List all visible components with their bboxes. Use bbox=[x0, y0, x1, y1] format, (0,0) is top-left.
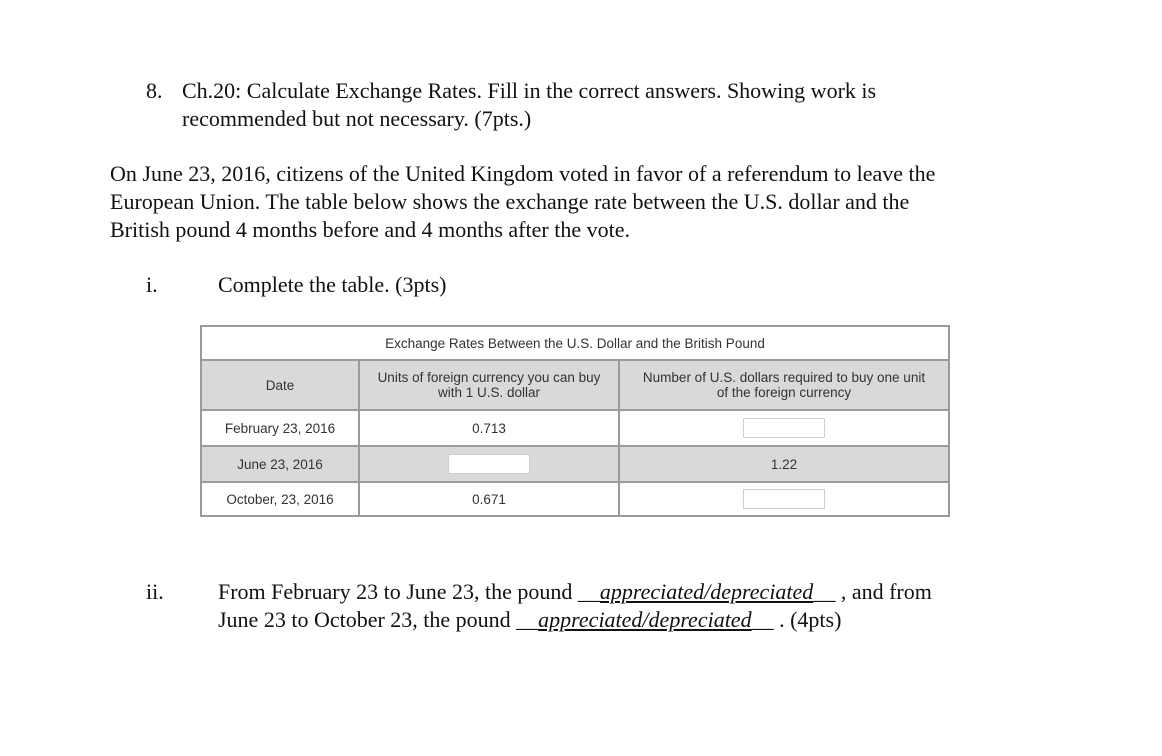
table-caption-row bbox=[202, 327, 948, 359]
header-units bbox=[360, 361, 618, 409]
blank-1-post: __ bbox=[813, 579, 836, 604]
row-dollars-cell bbox=[620, 483, 948, 515]
row-dollars-cell bbox=[620, 411, 948, 445]
exchange-rate-table bbox=[200, 325, 950, 517]
blank-1-pre: __ bbox=[577, 579, 600, 604]
part-ii-line-2 bbox=[218, 606, 1118, 634]
part-ii-line-2-end: . (4pts) bbox=[773, 607, 842, 632]
intro-paragraph bbox=[110, 160, 1050, 244]
header-dollars-line-1: Number of U.S. dollars required to buy one unit bbox=[642, 370, 926, 385]
intro-line-3: British pound 4 months before and 4 months after the vote. bbox=[110, 217, 630, 242]
answer-input-units-june[interactable] bbox=[448, 454, 530, 474]
row-date: October, 23, 2016 bbox=[226, 491, 334, 507]
header-units-line-2: with 1 U.S. dollar bbox=[437, 385, 541, 400]
part-ii-line-2-text: June 23 to October 23, the pound bbox=[218, 607, 517, 632]
blank-answer-1[interactable]: appreciated/depreciated bbox=[599, 579, 814, 604]
header-dollars-line-2: of the foreign currency bbox=[716, 385, 852, 400]
part-ii-question bbox=[218, 578, 1118, 634]
part-ii-label: ii. bbox=[146, 579, 164, 604]
table-row bbox=[202, 411, 948, 445]
question-line-1: Ch.20: Calculate Exchange Rates. Fill in the correct answers. Showing work is bbox=[182, 78, 877, 103]
table-row bbox=[202, 447, 948, 481]
part-ii-line-1-end: , and from bbox=[835, 579, 932, 604]
part-i-instruction: Complete the table. (3pts) bbox=[218, 272, 447, 297]
intro-line-1: On June 23, 2016, citizens of the United Kingdom voted in favor of a referendum to leave the bbox=[110, 161, 936, 186]
row-date: June 23, 2016 bbox=[237, 456, 323, 472]
part-ii-line-1 bbox=[218, 578, 1118, 606]
intro-line-2: European Union. The table below shows the exchange rate between the U.S. dollar and the bbox=[110, 189, 910, 214]
table-row bbox=[202, 483, 948, 515]
header-units-line-1: Units of foreign currency you can buy bbox=[377, 370, 601, 385]
answer-input-dollars-oct[interactable] bbox=[743, 489, 825, 509]
question-title bbox=[182, 77, 876, 133]
row-dollars: 1.22 bbox=[770, 456, 798, 472]
part-i-label: i. bbox=[146, 272, 158, 297]
answer-input-dollars-feb[interactable] bbox=[743, 418, 825, 438]
row-date: February 23, 2016 bbox=[224, 420, 336, 436]
blank-2-pre: __ bbox=[516, 607, 539, 632]
row-units: 0.671 bbox=[472, 491, 506, 507]
row-units-cell bbox=[360, 447, 618, 481]
table-caption: Exchange Rates Between the U.S. Dollar and the British Pound bbox=[385, 335, 765, 351]
header-dollars bbox=[620, 361, 948, 409]
part-ii-line-1-text: From February 23 to June 23, the pound bbox=[218, 579, 578, 604]
question-number: 8. bbox=[146, 78, 163, 103]
header-date: Date bbox=[265, 377, 295, 393]
question-line-2: recommended but not necessary. (7pts.) bbox=[182, 106, 532, 131]
blank-2-post: __ bbox=[751, 607, 774, 632]
table-header-row bbox=[202, 361, 948, 409]
row-units: 0.713 bbox=[472, 420, 506, 436]
blank-answer-2[interactable]: appreciated/depreciated bbox=[538, 607, 752, 632]
